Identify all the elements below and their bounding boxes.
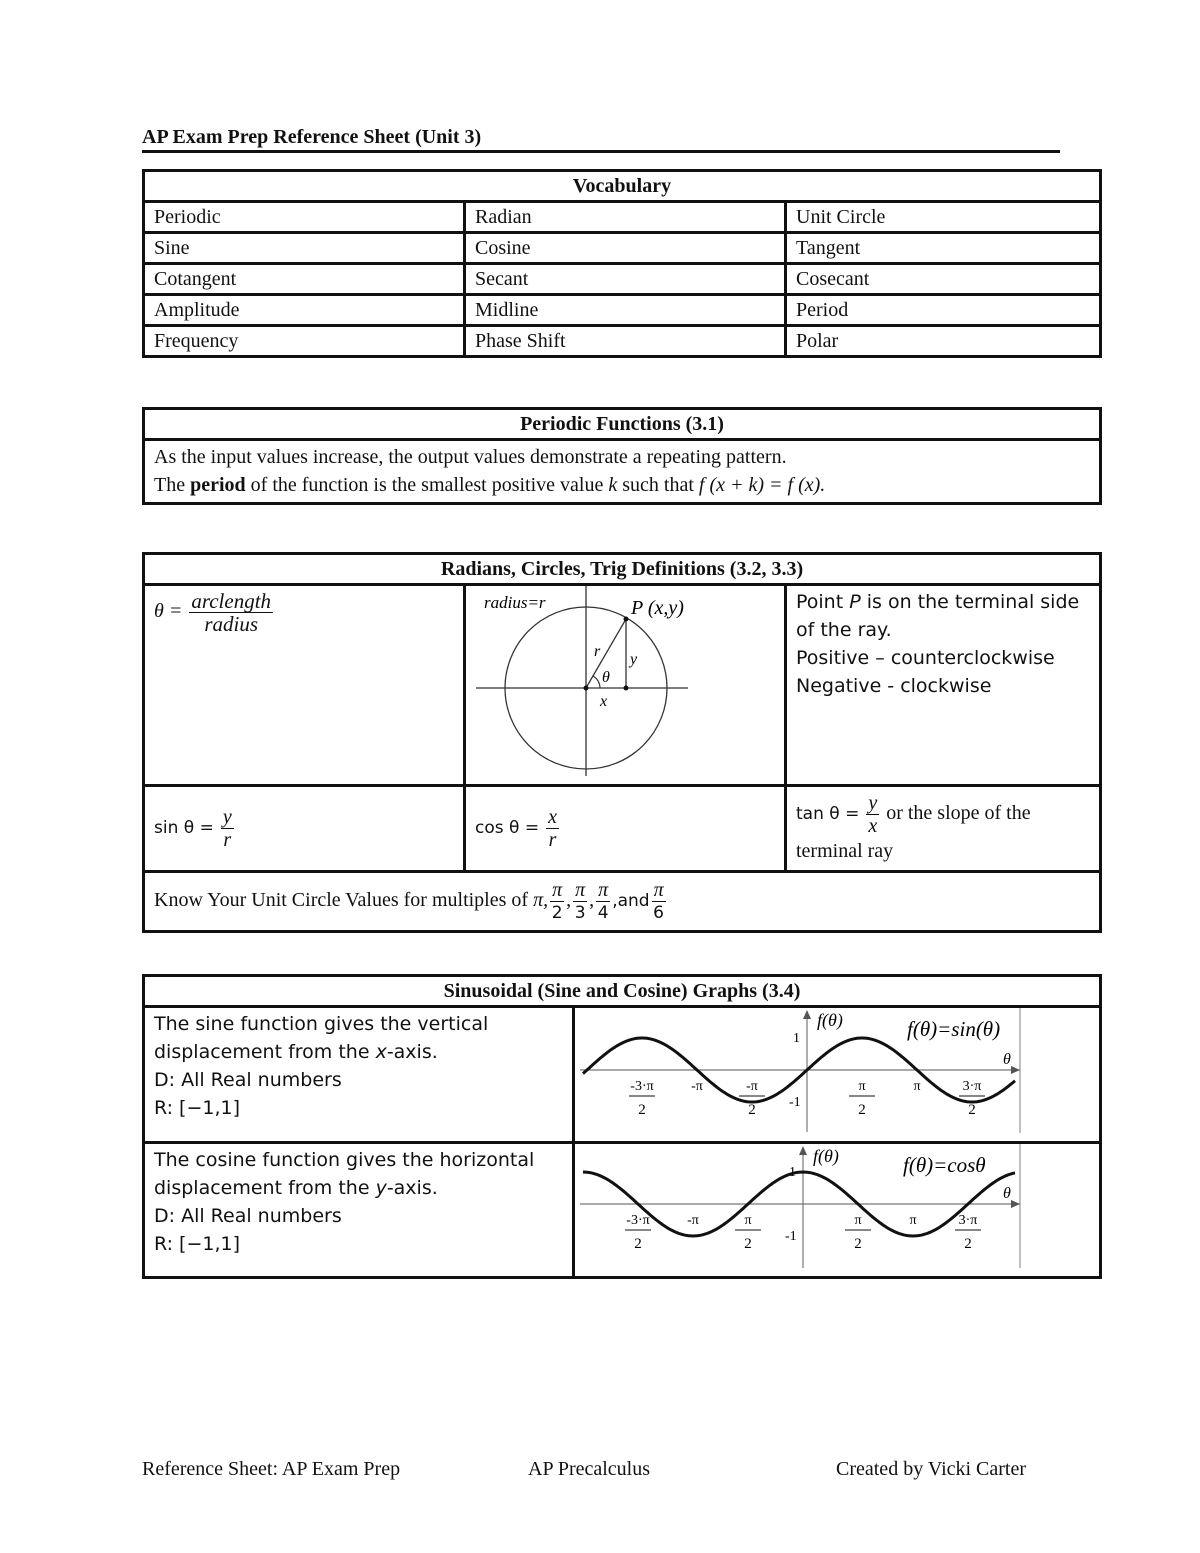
tan-fraction (866, 792, 879, 837)
know-text: Know Your Unit Circle Values for multiples of (154, 889, 529, 912)
vocab-cell: Radian (465, 202, 786, 233)
x-variable: x (375, 1041, 387, 1063)
sine-domain: D: All Real numbers (154, 1069, 342, 1091)
fraction-numerator: x (548, 806, 557, 828)
arclength-fraction (189, 590, 273, 635)
period-term: period (190, 474, 246, 496)
vocab-cell: Amplitude (144, 295, 465, 326)
f-axis-arrow (799, 1146, 807, 1155)
cosine-graph-cell (574, 1143, 1101, 1278)
f-axis-label: f(θ) (813, 1146, 839, 1166)
y-label: y (630, 651, 638, 668)
fraction-denominator: x (868, 815, 878, 837)
fraction-numerator: π (598, 879, 609, 901)
fraction-numerator: π (552, 879, 563, 901)
sine-range: R: [−1,1] (154, 1097, 241, 1119)
tick-numerator: -3·π (630, 1079, 654, 1094)
fraction-numerator: arclength (191, 589, 272, 613)
tick-numerator: π (858, 1079, 866, 1094)
vocab-cell: Frequency (144, 326, 465, 357)
cosine-description (144, 1143, 574, 1278)
text: is on the terminal side of the ray. (796, 591, 1080, 641)
cos-fraction (546, 806, 559, 851)
period-formula: f (x + k) = f (x). (698, 474, 826, 496)
vocab-cell: Periodic (144, 202, 465, 233)
cosine-range: R: [−1,1] (154, 1233, 241, 1255)
page-title: AP Exam Prep Reference Sheet (Unit 3) (142, 126, 1060, 153)
tick-numerator: -3·π (626, 1213, 650, 1228)
tangent-definition (786, 786, 1101, 872)
periodic-definition (144, 440, 1101, 504)
theta-label: θ (602, 669, 610, 686)
tan-description: or the slope of the terminal ray (796, 802, 1031, 862)
tick-label: π (909, 1213, 917, 1228)
negative-direction: Negative - clockwise (796, 675, 992, 697)
theta-axis-label: θ (1003, 1051, 1011, 1068)
fraction-denominator: 2 (551, 903, 563, 923)
text: The sine function gives the vertical displacement from the (154, 1013, 489, 1063)
sine-definition (144, 786, 465, 872)
function-label: f(θ)=cosθ (903, 1153, 986, 1177)
sine-graph (575, 1008, 1099, 1133)
tick-label: -π (691, 1079, 703, 1094)
tick-denominator: 2 (744, 1236, 752, 1252)
cosine-text (154, 1146, 563, 1202)
fraction-numerator: y (222, 806, 232, 828)
tick-denominator: 2 (748, 1102, 756, 1118)
function-label: f(θ)=sin(θ) (907, 1017, 1001, 1041)
sin-lhs: sin θ = (154, 818, 214, 839)
unit-circle-values-note: Know Your Unit Circle Values for multiples of π, $\frac{\pi}{2}$ , $\frac{\pi}{3}$ , $\frac{\pi}{4}$ ,and $\frac{\pi}{6}$ (144, 872, 1101, 932)
y-tick-neg-one: -1 (789, 1095, 801, 1110)
tick-label: -π (687, 1213, 699, 1228)
and-text: ,and (612, 891, 650, 912)
theta-equals: θ = (154, 600, 183, 623)
tick-denominator: 2 (634, 1236, 642, 1252)
cosine-domain: D: All Real numbers (154, 1205, 342, 1227)
tick-label: π (913, 1079, 921, 1094)
sine-text (154, 1010, 563, 1066)
text: -axis. (386, 1041, 438, 1063)
radius-label: radius=r (484, 593, 546, 612)
footer-center: AP Precalculus (528, 1458, 651, 1480)
vocabulary-header: Vocabulary (144, 171, 1101, 202)
radians-header: Radians, Circles, Trig Definitions (3.2, 3.3) (144, 554, 1101, 585)
pi-over-4 (596, 879, 610, 924)
terminal-side-note (786, 585, 1101, 786)
sine-description (144, 1007, 574, 1143)
cosine-definition (465, 786, 786, 872)
pi-symbol: π, (533, 889, 549, 912)
tick-denominator: 2 (858, 1102, 866, 1118)
tick-denominator: 2 (638, 1102, 646, 1118)
vocab-cell: Sine (144, 233, 465, 264)
y-tick-one: 1 (793, 1031, 800, 1046)
point-description (796, 588, 1090, 644)
vocabulary-table (142, 169, 1102, 358)
theta-axis-arrow (1011, 1200, 1020, 1208)
footer-left: Reference Sheet: AP Exam Prep (142, 1458, 401, 1480)
vocab-cell: Midline (465, 295, 786, 326)
theta-arc (593, 676, 600, 688)
f-axis-label: f(θ) (817, 1010, 843, 1030)
cos-lhs: cos θ = (475, 818, 540, 839)
sinusoidal-header: Sinusoidal (Sine and Cosine) Graphs (3.4) (144, 976, 1101, 1007)
vocab-cell: Tangent (786, 233, 1101, 264)
radians-table (142, 552, 1102, 933)
text: such that (617, 474, 699, 496)
periodic-functions-table (142, 407, 1102, 505)
vocab-cell: Cosecant (786, 264, 1101, 295)
arclength-formula (144, 585, 465, 786)
fraction-numerator: π (575, 879, 586, 901)
k-variable: k (608, 474, 618, 496)
vocab-cell: Period (786, 295, 1101, 326)
vocab-cell: Polar (786, 326, 1101, 357)
sine-graph-cell (574, 1007, 1101, 1143)
fraction-numerator: y (868, 792, 878, 814)
y-tick-neg-one: -1 (785, 1229, 797, 1244)
periodic-header: Periodic Functions (3.1) (144, 409, 1101, 440)
f-axis-arrow (803, 1010, 811, 1019)
periodic-line-1: As the input values increase, the output values demonstrate a repeating pattern. (154, 446, 787, 468)
fraction-denominator: 3 (574, 903, 586, 923)
origin-point (584, 686, 589, 691)
tan-lhs: tan θ = (796, 804, 860, 825)
fraction-denominator: r (223, 829, 232, 851)
y-tick-one: 1 (789, 1165, 796, 1180)
vocab-cell: Cotangent (144, 264, 465, 295)
point-p (624, 617, 629, 622)
fraction-denominator: 6 (653, 903, 664, 923)
vocab-cell: Phase Shift (465, 326, 786, 357)
text: of the function is the smallest positive value (245, 474, 609, 496)
p-variable: P (849, 591, 861, 613)
footer-right: Created by Vicki Carter (836, 1458, 1027, 1480)
point-label: P (x,y) (631, 597, 684, 619)
cosine-graph (575, 1144, 1099, 1268)
foot-point (624, 686, 629, 691)
tick-numerator: π (854, 1213, 862, 1228)
r-label: r (594, 643, 601, 660)
text: The (154, 474, 191, 496)
unit-circle-diagram (466, 586, 784, 776)
x-label: x (600, 693, 608, 710)
positive-direction: Positive – counterclockwise (796, 647, 1055, 669)
tick-numerator: 3·π (958, 1213, 978, 1228)
tick-numerator: 3·π (962, 1079, 982, 1094)
vocab-cell: Unit Circle (786, 202, 1101, 233)
fraction-denominator: radius (204, 612, 259, 636)
pi-over-3 (573, 879, 587, 924)
pi-over-6 (652, 879, 666, 924)
tick-denominator: 2 (964, 1236, 972, 1252)
sinusoidal-table (142, 974, 1102, 1279)
y-variable: y (375, 1177, 387, 1199)
text: The cosine function gives the horizontal displacement from the (154, 1149, 535, 1199)
fraction-denominator: 4 (597, 903, 609, 923)
vocab-cell: Secant (465, 264, 786, 295)
vocab-cell: Cosine (465, 233, 786, 264)
periodic-line-2 (154, 471, 1090, 499)
fraction-denominator: r (548, 829, 557, 851)
theta-axis-label: θ (1003, 1185, 1011, 1202)
pi-over-2 (550, 879, 564, 924)
unit-circle-cell (465, 585, 786, 786)
text: -axis. (386, 1177, 438, 1199)
tick-denominator: 2 (854, 1236, 862, 1252)
tick-numerator: -π (746, 1079, 758, 1094)
tick-numerator: π (744, 1213, 752, 1228)
fraction-numerator: π (653, 879, 664, 901)
sin-fraction (221, 806, 234, 851)
tick-denominator: 2 (968, 1102, 976, 1118)
theta-axis-arrow (1011, 1066, 1020, 1074)
text: Point (796, 591, 850, 613)
